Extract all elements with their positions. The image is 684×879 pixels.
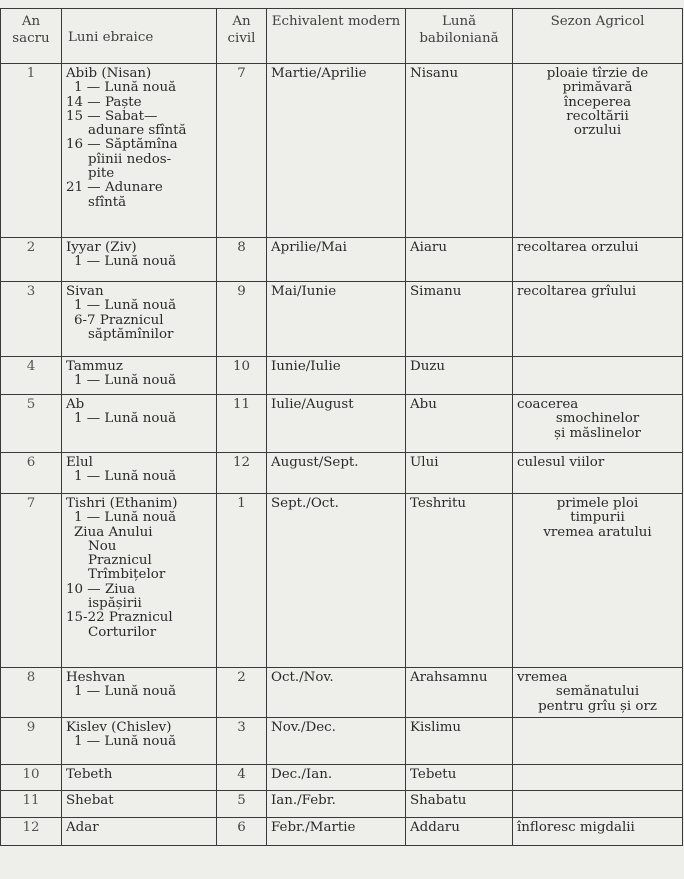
month-event: ispășirii xyxy=(88,596,142,612)
hebrew-month-cell xyxy=(62,791,217,818)
civil-year-number: 6 xyxy=(217,818,267,846)
month-event: 15 — Sabat— xyxy=(66,108,158,124)
month-name: Tishri (Ethanim) xyxy=(66,496,178,511)
modern-equivalent: Ian./Febr. xyxy=(267,791,406,818)
civil-year-number: 4 xyxy=(217,765,267,791)
month-name: Sivan xyxy=(66,284,104,299)
civil-year-number: 12 xyxy=(217,453,267,494)
month-event: 1 — Lună nouă xyxy=(74,298,177,314)
month-event: 6-7 Praznicul xyxy=(74,312,164,328)
table-row xyxy=(1,357,683,395)
modern-equivalent: Martie/Aprilie xyxy=(267,64,406,238)
season-line: ploaie tîrzie de xyxy=(546,66,649,81)
month-event: pîinii nedos- xyxy=(88,151,172,167)
month-name: Tammuz xyxy=(66,359,123,374)
babylonian-month: Teshritu xyxy=(406,494,513,668)
babylonian-month: Simanu xyxy=(406,282,513,357)
hebrew-month-cell xyxy=(62,282,217,357)
month-name: Ab xyxy=(66,397,85,412)
table-row xyxy=(1,64,683,238)
hebrew-month-cell xyxy=(62,238,217,282)
month-event: 1 — Lună nouă xyxy=(74,734,177,750)
season-line: vremea aratului xyxy=(543,524,652,540)
civil-year-number: 2 xyxy=(217,668,267,718)
agricultural-season xyxy=(513,395,683,453)
month-name: Iyyar (Ziv) xyxy=(66,240,137,255)
month-name: Elul xyxy=(66,455,93,470)
sacred-year-number: 10 xyxy=(1,765,62,791)
agricultural-season xyxy=(513,282,683,357)
month-event: 1 — Lună nouă xyxy=(74,510,177,526)
season-line: culesul viilor xyxy=(517,455,605,470)
babylonian-month: Arahsamnu xyxy=(406,668,513,718)
civil-year-number: 3 xyxy=(217,718,267,765)
season-line: vremea xyxy=(517,670,568,685)
babylonian-month: Ului xyxy=(406,453,513,494)
hebrew-month-cell xyxy=(62,494,217,668)
babylonian-month: Tebetu xyxy=(406,765,513,791)
modern-equivalent: Mai/Iunie xyxy=(267,282,406,357)
season-line: înfloresc migdalii xyxy=(517,820,635,835)
month-name: Tebeth xyxy=(66,767,113,782)
header-echivalent-modern: Echivalent modern xyxy=(267,9,406,64)
babylonian-month: Duzu xyxy=(406,357,513,395)
sacred-year-number: 6 xyxy=(1,453,62,494)
hebrew-month-cell xyxy=(62,395,217,453)
season-line: semănatului xyxy=(555,684,640,700)
season-line: și măslinelor xyxy=(554,425,641,441)
sacred-year-number: 2 xyxy=(1,238,62,282)
month-name: Kislev (Chislev) xyxy=(66,720,172,735)
modern-equivalent: Dec./Ian. xyxy=(267,765,406,791)
season-line: recoltarea grîului xyxy=(517,284,637,299)
sacred-year-number: 1 xyxy=(1,64,62,238)
modern-equivalent: Iulie/August xyxy=(267,395,406,453)
month-name: Shebat xyxy=(66,793,114,808)
civil-year-number: 10 xyxy=(217,357,267,395)
table-row xyxy=(1,718,683,765)
agricultural-season xyxy=(513,818,683,846)
modern-equivalent: Febr./Martie xyxy=(267,818,406,846)
month-event: sfîntă xyxy=(88,194,127,210)
agricultural-season xyxy=(513,238,683,282)
civil-year-number: 11 xyxy=(217,395,267,453)
month-event: Trîmbițelor xyxy=(88,567,166,583)
season-line: coacerea xyxy=(517,397,579,412)
agricultural-season xyxy=(513,494,683,668)
agricultural-season xyxy=(513,765,683,791)
table-row xyxy=(1,818,683,846)
civil-year-number: 5 xyxy=(217,791,267,818)
modern-equivalent: Oct./Nov. xyxy=(267,668,406,718)
month-event: 1 — Lună nouă xyxy=(74,80,177,96)
table-row xyxy=(1,494,683,668)
table-row xyxy=(1,668,683,718)
hebrew-month-cell xyxy=(62,357,217,395)
header-sezon-agricol: Sezon Agricol xyxy=(513,9,683,64)
season-line: recoltării xyxy=(566,108,629,124)
hebrew-month-cell xyxy=(62,818,217,846)
month-event: Ziua Anului xyxy=(74,524,153,540)
month-event: 10 — Ziua xyxy=(66,581,136,597)
month-event: 1 — Lună nouă xyxy=(74,373,177,389)
month-event: 1 — Lună nouă xyxy=(74,684,177,700)
header-luna-babiloniana: Lună babiloniană xyxy=(406,9,513,64)
header-an-civil: An civil xyxy=(217,9,267,64)
babylonian-month: Addaru xyxy=(406,818,513,846)
babylonian-month: Shabatu xyxy=(406,791,513,818)
babylonian-month: Kislimu xyxy=(406,718,513,765)
month-name: Adar xyxy=(66,820,99,835)
sacred-year-number: 5 xyxy=(1,395,62,453)
sacred-year-number: 8 xyxy=(1,668,62,718)
hebrew-month-cell xyxy=(62,765,217,791)
month-event: 14 — Paște xyxy=(66,94,142,110)
table-row xyxy=(1,395,683,453)
table-row xyxy=(1,791,683,818)
civil-year-number: 8 xyxy=(217,238,267,282)
hebrew-month-cell xyxy=(62,453,217,494)
table-row xyxy=(1,282,683,357)
civil-year-number: 9 xyxy=(217,282,267,357)
civil-year-number: 1 xyxy=(217,494,267,668)
babylonian-month: Nisanu xyxy=(406,64,513,238)
month-event: săptămînilor xyxy=(88,326,174,342)
sacred-year-number: 12 xyxy=(1,818,62,846)
season-line: pentru grîu și orz xyxy=(538,698,657,714)
season-line: orzului xyxy=(573,123,622,139)
month-event: Praznicul xyxy=(88,553,152,569)
month-event: 15-22 Praznicul xyxy=(66,610,173,626)
season-line: smochinelor xyxy=(555,411,640,427)
season-line: timpurii xyxy=(570,510,625,526)
table-row xyxy=(1,453,683,494)
modern-equivalent: Aprilie/Mai xyxy=(267,238,406,282)
modern-equivalent: August/Sept. xyxy=(267,453,406,494)
header-luni-ebraice: Luni ebraice xyxy=(62,9,217,64)
month-event: pite xyxy=(88,166,115,182)
sacred-year-number: 4 xyxy=(1,357,62,395)
month-event: 16 — Săptămîna xyxy=(66,137,178,153)
month-event: 1 — Lună nouă xyxy=(74,254,177,270)
table-row xyxy=(1,765,683,791)
header-an-sacru: An sacru xyxy=(1,9,62,64)
sacred-year-number: 11 xyxy=(1,791,62,818)
modern-equivalent: Iunie/Iulie xyxy=(267,357,406,395)
month-event: 1 — Lună nouă xyxy=(74,411,177,427)
month-event: 1 — Lună nouă xyxy=(74,469,177,485)
babylonian-month: Abu xyxy=(406,395,513,453)
agricultural-season xyxy=(513,357,683,395)
header-row xyxy=(1,9,683,64)
month-event: adunare sfîntă xyxy=(88,123,187,139)
hebrew-month-cell xyxy=(62,718,217,765)
sacred-year-number: 3 xyxy=(1,282,62,357)
month-event: 21 — Adunare xyxy=(66,180,163,196)
month-name: Heshvan xyxy=(66,670,126,685)
season-line: începerea xyxy=(563,94,632,110)
agricultural-season xyxy=(513,718,683,765)
civil-year-number: 7 xyxy=(217,64,267,238)
month-name: Abib (Nisan) xyxy=(66,66,152,81)
modern-equivalent: Sept./Oct. xyxy=(267,494,406,668)
hebrew-month-cell xyxy=(62,64,217,238)
season-line: primele ploi xyxy=(556,496,639,511)
month-event: Corturilor xyxy=(88,624,157,640)
sacred-year-number: 9 xyxy=(1,718,62,765)
agricultural-season xyxy=(513,453,683,494)
hebrew-calendar-table xyxy=(0,8,683,846)
season-line: primăvară xyxy=(562,80,633,96)
agricultural-season xyxy=(513,791,683,818)
sacred-year-number: 7 xyxy=(1,494,62,668)
table-row xyxy=(1,238,683,282)
agricultural-season xyxy=(513,64,683,238)
agricultural-season xyxy=(513,668,683,718)
babylonian-month: Aiaru xyxy=(406,238,513,282)
month-event: Nou xyxy=(88,538,117,554)
modern-equivalent: Nov./Dec. xyxy=(267,718,406,765)
season-line: recoltarea orzului xyxy=(517,240,639,255)
hebrew-month-cell xyxy=(62,668,217,718)
